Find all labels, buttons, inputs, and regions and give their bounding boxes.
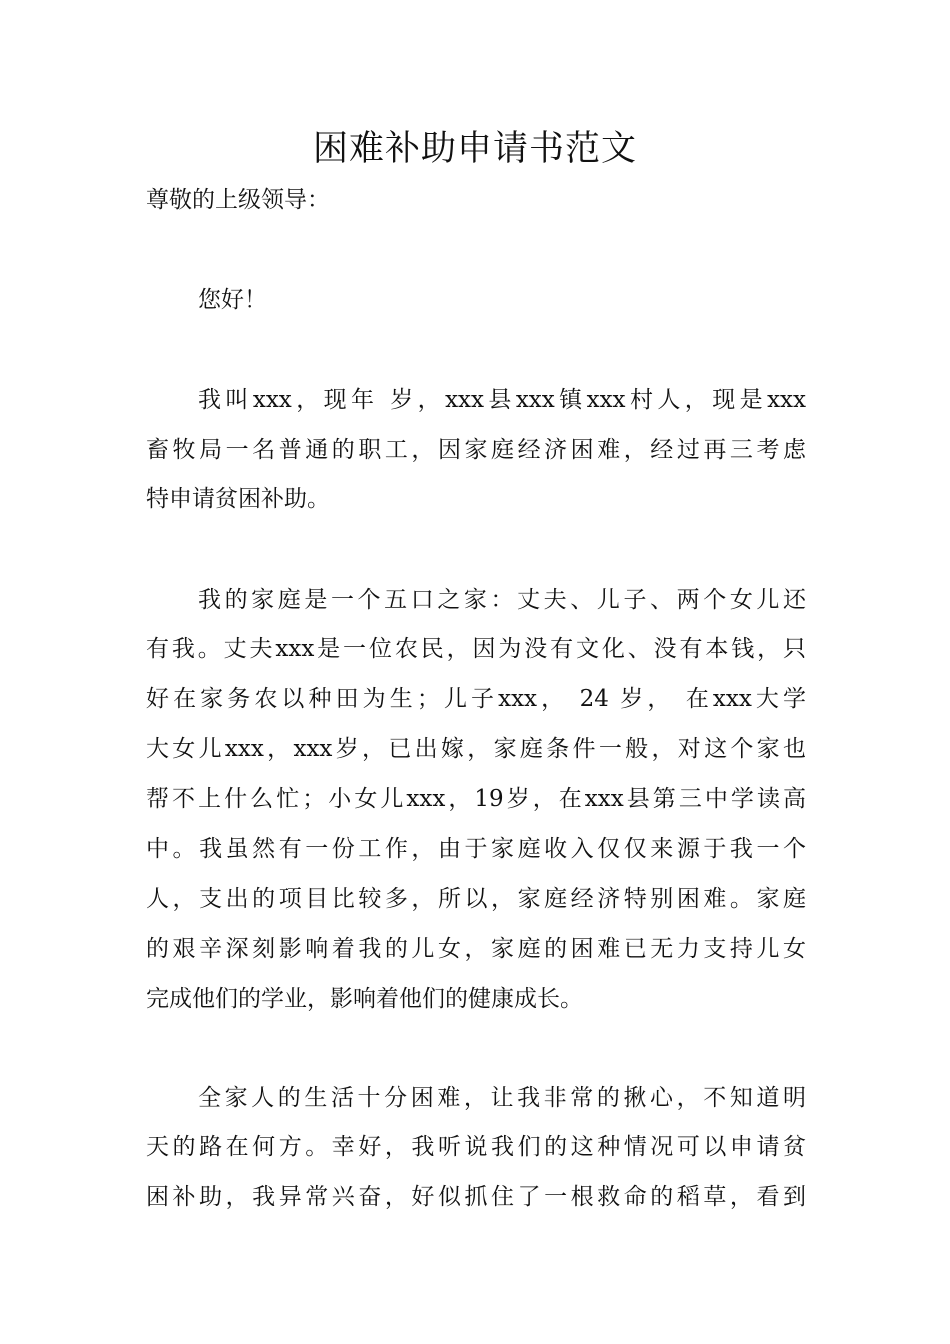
paragraph-line: 全家人的生活十分困难，让我非常的揪心，不知道明 [198,1085,806,1111]
paragraph-line: 特申请贫困补助。 [146,486,330,512]
paragraph-line: 完成他们的学业，影响着他们的健康成长。 [146,986,583,1012]
paragraph-line: 我叫xxx，现年 岁，xxx县xxx镇xxx村人，现是xxx [198,387,806,413]
paragraph-line: 好在家务农以种田为生；儿子xxx， 24 岁， 在xxx大学 [146,686,806,712]
document-title: 困难补助申请书范文 [312,129,637,169]
paragraph-line: 人，支出的项目比较多，所以，家庭经济特别困难。家庭 [146,886,806,912]
paragraph-line: 我的家庭是一个五口之家：丈夫、儿子、两个女儿还 [198,587,806,613]
paragraph-line: 中。我虽然有一份工作，由于家庭收入仅仅来源于我一个 [146,836,806,862]
paragraph-line: 大女儿xxx，xxx岁，已出嫁，家庭条件一般，对这个家也 [146,736,806,762]
paragraph-line: 畜牧局一名普通的职工，因家庭经济困难，经过再三考虑 [146,437,806,463]
paragraph-line: 帮不上什么忙；小女儿xxx，19岁，在xxx县第三中学读高 [146,786,806,812]
paragraph-line: 有我。丈夫xxx是一位农民，因为没有文化、没有本钱，只 [146,636,806,662]
paragraph-line: 的艰辛深刻影响着我的儿女，家庭的困难已无力支持儿女 [146,936,806,962]
paragraph-line: 天的路在何方。幸好，我听说我们的这种情况可以申请贫 [146,1134,806,1160]
salutation: 尊敬的上级领导： [146,187,330,213]
paragraph-line: 困补助，我异常兴奋，好似抓住了一根救命的稻草，看到 [146,1184,806,1210]
greeting: 您好！ [198,287,267,313]
